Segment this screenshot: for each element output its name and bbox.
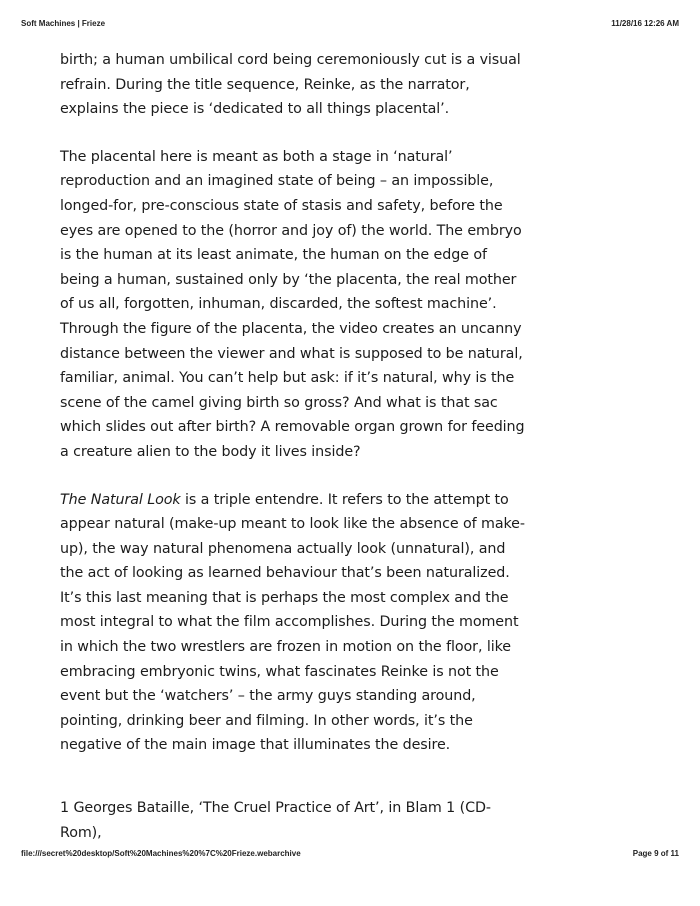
paragraph-text: is a triple entendre. It refers to the attempt to appear natural (make-up meant to look like the absence of make-up), the way natural phenomena actually look (unnatural), and the act of looking as learned behaviour that’s been naturalized. It’s this last meaning that is perhaps the most complex and the most integral to what the film accomplishes. During the moment in which the two wrestlers are frozen in motion on the floor, like embracing embryonic twins, what fascinates Reinke is not the event but the ‘watchers’ – the army guys standing around, pointing, drinking beer and filming. In other words, it’s the negative of the main image that illuminates the desire. [60, 491, 525, 754]
paragraph: The placental here is meant as both a stage in ‘natural’ reproduction and an imagined state of being – an impossible, longed-for, pre-conscious state of stasis and safety, before the eyes are opened to the (horror and joy of) the world. The embryo is the human at its least animate, the human on the edge of being a human, sustained only by ‘the placenta, the real mother of us all, forgotten, inhuman, discarded, the softest machine’. Through the figure of the placenta, the video creates an uncanny distance between the viewer and what is supposed to be natural, familiar, animal. You can’t help but ask: if it’s natural, why is the scene of the camel giving birth so gross? And what is that sac which slides out after birth? A removable organ grown for feeding a creature alien to the body it lives inside? [60, 148, 525, 460]
film-title: The Natural Look [60, 491, 181, 508]
page-title: Soft Machines | Frieze [21, 19, 106, 28]
page-number: Page 9 of 11 [632, 849, 679, 858]
print-datetime: 11/28/16 12:26 AM [611, 19, 679, 28]
footnote: 1 Georges Bataille, ‘The Cruel Practice of Art’, in Blam 1 (CD-Rom), [60, 800, 491, 841]
paragraph: birth; a human umbilical cord being ceremoniously cut is a visual refrain. During the title sequence, Reinke, as the narrator, explains the piece is ‘dedicated to all things placental’. [60, 52, 521, 118]
article-body [60, 48, 530, 781]
print-footer [21, 849, 679, 858]
file-path: file:///secret%20desktop/Soft%20Machines%20%7C%20Frieze.webarchive [21, 849, 301, 858]
print-header [21, 19, 679, 28]
paragraph [60, 488, 530, 759]
